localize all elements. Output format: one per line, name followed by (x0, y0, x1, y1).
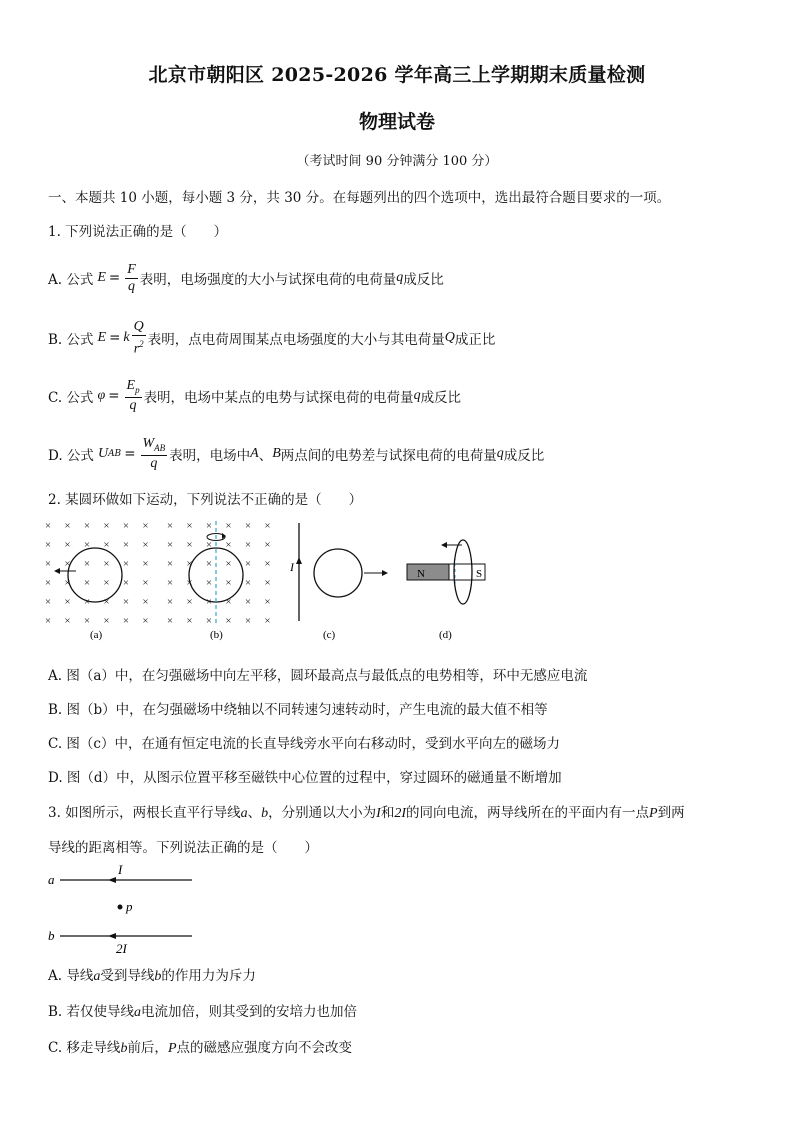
field-cross-mark: × (64, 615, 71, 627)
q1-a-fraction: $\frac{F}{q}$ (127, 261, 136, 294)
q1-d-prefix: D. 公式 (48, 448, 94, 464)
q1-option-b: B. 公式 E = k $\frac{Q}{r^2}$ 表明，点电荷周围某点电场强度的大小与其电荷量 Q 成正比 (48, 318, 496, 357)
q3-figure (44, 860, 204, 956)
field-cross-mark: × (205, 558, 213, 570)
q3-wire-b-label: b (48, 928, 55, 943)
field-cross-mark: × (264, 615, 271, 627)
field-cross-mark: × (225, 558, 232, 570)
field-cross-mark: × (122, 596, 130, 608)
q3-point-p (118, 905, 123, 910)
q2-option-b: B. 图（b）中，在匀强磁场中绕轴以不同转速匀速转动时，产生电流的最大值不相等 (48, 702, 548, 718)
q3-wire-a-label: a (48, 872, 55, 887)
q1-option-a: A. 公式 E = $\frac{F}{q}$ 表明，电场强度的大小与试探电荷的电荷量 q 成反比 (48, 261, 444, 294)
figure-b-label: (b) (210, 629, 223, 641)
field-cross-mark: × (205, 577, 213, 589)
q1-b-text: 表明，点电荷周围某点电场强度的大小与其电荷量 (147, 332, 445, 348)
field-cross-mark: × (64, 596, 71, 608)
field-cross-mark: × (264, 520, 271, 532)
field-cross-mark: × (44, 577, 52, 589)
field-cross-mark: × (122, 539, 130, 551)
field-cross-mark: × (166, 520, 174, 532)
q1-d-text: 表明，电场中 (169, 448, 251, 464)
field-cross-mark: × (83, 539, 91, 551)
field-cross-mark: × (103, 539, 110, 551)
field-cross-mark: × (64, 558, 71, 570)
field-cross-mark: × (142, 615, 149, 627)
figure-a-ring (68, 548, 122, 602)
field-cross-mark: × (142, 520, 149, 532)
field-cross-mark: × (142, 558, 149, 570)
field-cross-mark: × (186, 615, 193, 627)
figure-d-magnet-n (407, 564, 449, 580)
field-cross-mark: × (244, 577, 252, 589)
field-cross-mark: × (166, 615, 174, 627)
figure-d-s-label: S (476, 568, 483, 580)
field-cross-mark: × (205, 520, 213, 532)
field-cross-mark: × (244, 596, 252, 608)
field-cross-mark: × (64, 520, 71, 532)
exam-subject: 物理试卷 (358, 111, 435, 133)
field-cross-mark: × (166, 577, 174, 589)
field-cross-mark: × (244, 520, 252, 532)
q2-stem: 2. 某圆环做如下运动，下列说法不正确的是（ ） (48, 492, 363, 508)
q3-current-bottom: 2I (116, 941, 127, 956)
q3-option-b: B. 若仅使导线a电流加倍，则其受到的安培力也加倍 (48, 1004, 358, 1020)
field-cross-mark: × (166, 539, 174, 551)
q2-figure (40, 515, 500, 647)
q1-a-text: 表明，电场强度的大小与试探电荷的电荷量 (139, 272, 397, 288)
field-cross-mark: × (103, 558, 110, 570)
field-cross-mark: × (244, 558, 252, 570)
figure-c-ring (314, 549, 362, 597)
field-cross-mark: × (83, 577, 91, 589)
field-cross-mark: × (83, 520, 91, 532)
field-cross-mark: × (122, 577, 130, 589)
q1-c-text: 表明，电场中某点的电势与试探电荷的电荷量 (143, 390, 414, 406)
q1-b-fraction: $\frac{Q}{r^2}$ (133, 318, 144, 357)
field-cross-mark: × (225, 539, 232, 551)
exam-time-note: （考试时间 90 分钟满分 100 分） (296, 154, 498, 169)
field-cross-mark: × (264, 596, 271, 608)
field-cross-mark: × (264, 539, 271, 551)
field-cross-mark: × (44, 520, 52, 532)
figure-d-label: (d) (439, 629, 452, 641)
q1-b-prefix: B. 公式 (48, 332, 94, 348)
field-cross-mark: × (244, 539, 252, 551)
field-cross-mark: × (122, 615, 130, 627)
field-cross-mark: × (186, 520, 193, 532)
field-cross-mark: × (103, 577, 110, 589)
field-cross-mark: × (225, 577, 232, 589)
field-cross-mark: × (186, 558, 193, 570)
field-cross-mark: × (244, 615, 252, 627)
field-cross-mark: × (264, 577, 271, 589)
q3-option-c: C. 移走导线b前后，P点的磁感应强度方向不会改变 (48, 1040, 352, 1056)
field-cross-mark: × (205, 615, 213, 627)
field-cross-mark: × (186, 596, 193, 608)
q3-stem-line2: 导线的距离相等。下列说法正确的是（ ） (48, 840, 318, 856)
field-cross-mark: × (44, 558, 52, 570)
q1-d-fraction: $\frac{W_{AB}}{q}$ (142, 435, 166, 472)
q1-a-lhs: E (97, 270, 106, 285)
field-cross-mark: × (83, 615, 91, 627)
q1-c-prefix: C. 公式 (48, 390, 94, 406)
field-cross-mark: × (205, 539, 213, 551)
field-cross-mark: × (122, 520, 130, 532)
field-cross-mark: × (166, 558, 174, 570)
q3-current-top: I (118, 862, 123, 877)
field-cross-mark: × (83, 558, 91, 570)
q2-option-d: D. 图（d）中，从图示位置平移至磁铁中心位置的过程中，穿过圆环的磁通量不断增加 (48, 770, 562, 786)
q1-option-d: D. 公式 U AB = $\frac{W_{AB}}{q}$ 表明，电场中 A 、 B 两点间的电势差与试探电荷的电荷量 q 成反比 (48, 435, 545, 472)
q1-c-fraction: $\frac{E_p}{q}$ (126, 377, 140, 414)
field-cross-mark: × (64, 577, 71, 589)
q3-stem-line1: 3. 如图所示，两根长直平行导线a、b，分别通以大小为I和2I的同向电流，两导线所在的平面内有一点P到两 (48, 805, 685, 821)
q2-option-a: A. 图（a）中，在匀强磁场中向左平移，圆环最高点与最低点的电势相等，环中无感应电流 (48, 668, 588, 684)
field-cross-mark: × (103, 615, 110, 627)
field-cross-mark: × (166, 596, 174, 608)
q3-point-p-label: p (126, 899, 133, 914)
field-cross-mark: × (142, 539, 149, 551)
exam-title: 北京市朝阳区 2025-2026 学年高三上学期期末质量检测 (148, 64, 646, 86)
field-cross-mark: × (142, 577, 149, 589)
field-cross-mark: × (225, 596, 232, 608)
figure-d-n-label: N (417, 568, 425, 580)
field-cross-mark: × (186, 577, 193, 589)
field-cross-mark: × (103, 596, 110, 608)
field-cross-mark: × (103, 520, 110, 532)
figure-b-field-crosses (167, 520, 271, 627)
section-instructions: 一、本题共 10 小题，每小题 3 分，共 30 分。在每题列出的四个选项中，选出最符合题目要求的一项。 (48, 190, 671, 206)
q3-option-a: A. 导线a受到导线b的作用力为斥力 (48, 968, 256, 984)
field-cross-mark: × (225, 615, 232, 627)
field-cross-mark: × (142, 596, 149, 608)
field-cross-mark: × (186, 539, 193, 551)
figure-a-label: (a) (90, 629, 103, 641)
field-cross-mark: × (83, 596, 91, 608)
q1-stem: 1. 下列说法正确的是（ ） (48, 224, 228, 240)
field-cross-mark: × (205, 596, 213, 608)
q1-option-c: C. 公式 φ = $\frac{E_p}{q}$ 表明，电场中某点的电势与试探电荷的电荷量 q 成反比 (48, 377, 462, 414)
field-cross-mark: × (264, 558, 271, 570)
q1-a-prefix: A. 公式 (48, 272, 94, 288)
field-cross-mark: × (64, 539, 71, 551)
figure-a-field-crosses (45, 520, 149, 627)
field-cross-mark: × (225, 520, 232, 532)
figure-c-label: (c) (323, 629, 336, 641)
field-cross-mark: × (122, 558, 130, 570)
field-cross-mark: × (44, 615, 52, 627)
field-cross-mark: × (44, 596, 52, 608)
q2-option-c: C. 图（c）中，在通有恒定电流的长直导线旁水平向右移动时，受到水平向左的磁场力 (48, 736, 560, 752)
field-cross-mark: × (44, 539, 52, 551)
figure-c-current-label: I (290, 560, 294, 574)
